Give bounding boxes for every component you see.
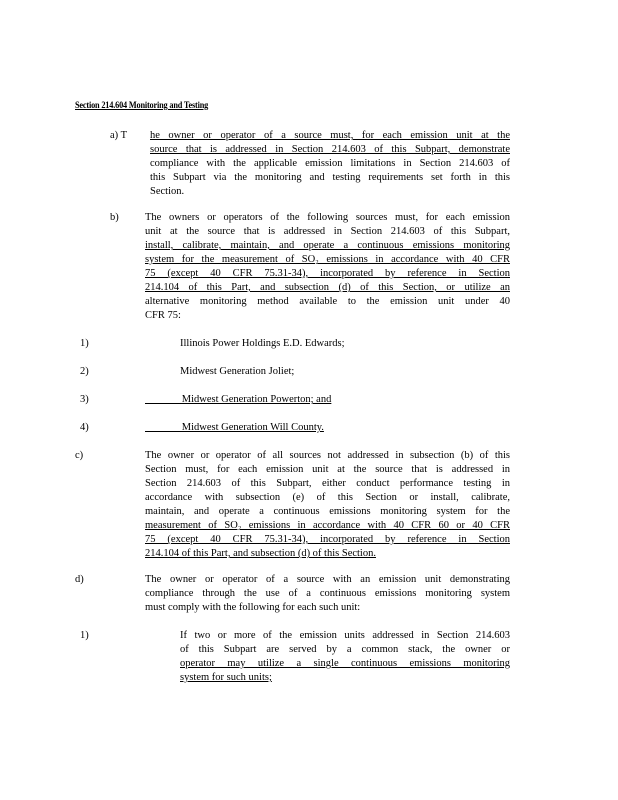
subsection-d-line: must comply with the following for each such unit:	[145, 602, 361, 613]
subsection-d-text	[145, 573, 510, 615]
subsection-c-line: 214.104 of this Part, and subsection (d) of this Section.	[145, 548, 376, 559]
list-item-text: Midwest Generation Powerton; and	[145, 394, 332, 405]
subsection-a-line: source that is addressed in Section 214.603 of this Subpart, demonstrate	[150, 144, 510, 155]
list-item-text: Illinois Power Holdings E.D. Edwards;	[180, 338, 345, 349]
subsection-c-line: 75 (except 40 CFR 75.31-34), incorporated by reference in Section	[145, 534, 510, 545]
list-item-marker: 3)	[80, 394, 89, 405]
subsection-c-line: Section 214.603 of this Subpart, either conduct performance testing in	[145, 478, 510, 489]
subsection-a-marker: a) T	[110, 130, 128, 141]
subsection-d-line: The owner or operator of a source with an emission unit demonstrating	[145, 574, 510, 585]
list-item-marker: 4)	[80, 422, 89, 433]
subsection-d-item1-line: If two or more of the emission units addressed in Section 214.603	[180, 630, 510, 641]
subsection-d-item1-marker: 1)	[80, 630, 89, 641]
subsection-c-line: The owner or operator of all sources not addressed in subsection (b) of this	[145, 450, 510, 461]
subsection-c-line: Section must, for each emission unit at the source that is addressed in	[145, 464, 510, 475]
subsection-d-item1-line: of this Subpart are served by a common stack, the owner or	[180, 644, 510, 655]
section-heading: Section 214.604 Monitoring and Testing	[75, 100, 209, 110]
subsection-b-marker: b)	[110, 212, 119, 223]
list-item-text: Midwest Generation Joliet;	[180, 366, 295, 377]
subsection-b-text	[145, 211, 510, 323]
subsection-c-line: accordance with subsection (e) of this Section or install, calibrate,	[145, 492, 510, 503]
subsection-b-line: 214.104 of this Part, and subsection (d) of this Section, or utilize an	[145, 282, 510, 293]
subsection-b-line: 75 (except 40 CFR 75.31-34), incorporated by reference in Section	[145, 268, 510, 279]
list-item-text: Midwest Generation Will County.	[145, 422, 324, 433]
subsection-d-marker: d)	[75, 574, 84, 585]
subsection-d-line: compliance through the use of a continuous emissions monitoring system	[145, 588, 510, 599]
subsection-c-text	[145, 449, 510, 561]
subsection-b-line: CFR 75:	[145, 310, 181, 321]
subsection-b-line: system for the measurement of SO₂ emissions in accordance with 40 CFR	[145, 254, 510, 265]
subsection-a-text	[150, 129, 510, 199]
list-item-marker: 2)	[80, 366, 89, 377]
subsection-c-line: maintain, and operate a continuous emissions monitoring system for the	[145, 506, 510, 517]
subsection-c-line: measurement of SO₂ emissions in accordance with 40 CFR 60 or 40 CFR	[145, 520, 510, 531]
subsection-a-line: he owner or operator of a source must, for each emission unit at the	[150, 130, 510, 141]
subsection-b-line: install, calibrate, maintain, and operate a continuous emissions monitoring	[145, 240, 510, 251]
subsection-d-item1-line: system for such units;	[180, 672, 272, 683]
subsection-c-marker: c)	[75, 450, 84, 461]
subsection-a-line: Section.	[150, 186, 185, 197]
subsection-a-line: compliance with the applicable emission limitations in Section 214.603 of	[150, 158, 510, 169]
subsection-b-line: alternative monitoring method available to the emission unit under 40	[145, 296, 510, 307]
subsection-b-line: unit at the source that is addressed in Section 214.603 of this Subpart,	[145, 226, 510, 237]
subsection-a-line: this Subpart via the monitoring and testing requirements set forth in this	[150, 172, 510, 183]
subsection-b-line: The owners or operators of the following sources must, for each emission	[145, 212, 510, 223]
list-item-marker: 1)	[80, 338, 89, 349]
subsection-d-item1-text	[180, 629, 510, 685]
subsection-d-item1-line: operator may utilize a single continuous emissions monitoring	[180, 658, 510, 669]
